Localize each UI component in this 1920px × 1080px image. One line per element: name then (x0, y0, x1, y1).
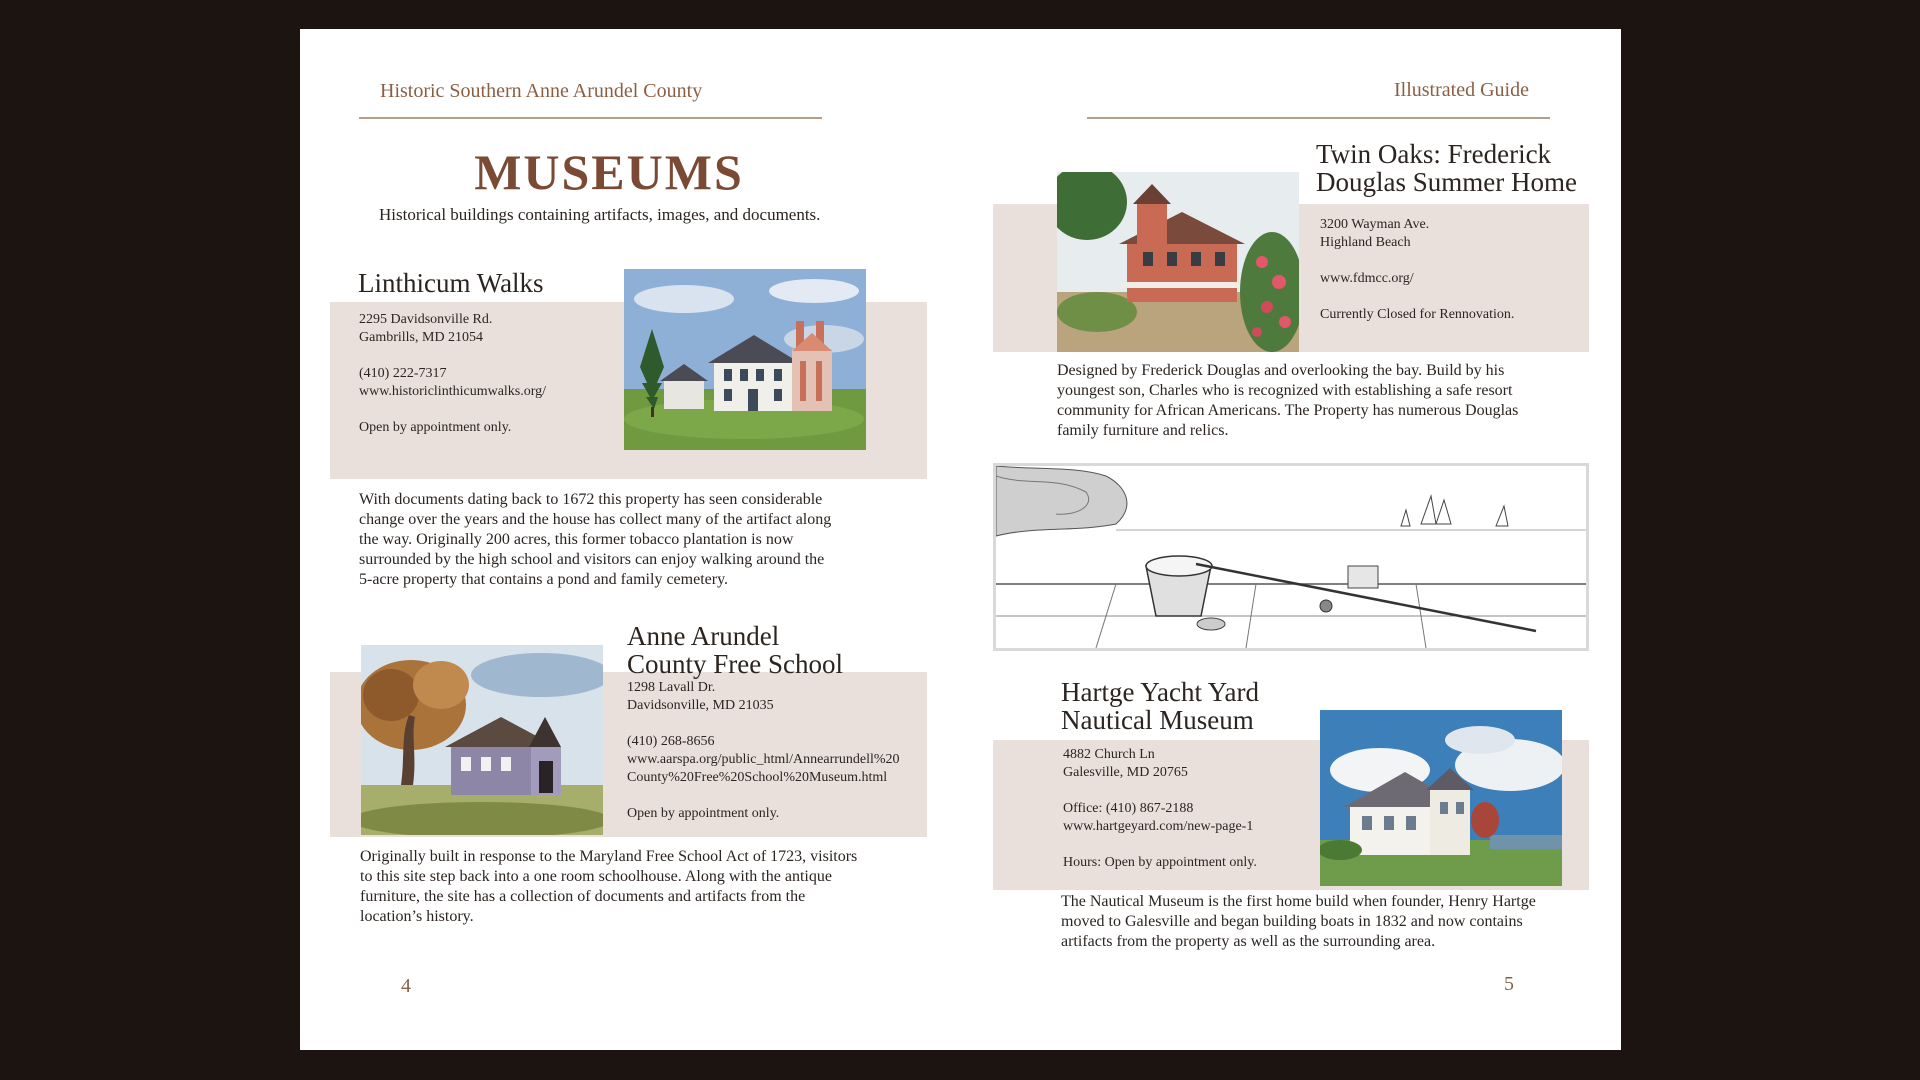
linthicum-hours: Open by appointment only. (359, 420, 512, 435)
page-number-right: 5 (1504, 973, 1514, 995)
school-address-line1: 1298 Lavall Dr. (627, 680, 716, 695)
school-description-line: to this site step back into a one room schoolhouse. Along with the antique (360, 868, 832, 885)
school-title-line2: County Free School (627, 649, 843, 679)
twinoaks-address-line1: 3200 Wayman Ave. (1320, 217, 1430, 232)
twinoaks-house-illustration (1057, 172, 1299, 352)
twinoaks-status: Currently Closed for Rennovation. (1320, 307, 1515, 322)
linthicum-website[interactable]: www.historiclinthicumwalks.org/ (359, 384, 547, 399)
linthicum-title: Linthicum Walks (358, 268, 544, 298)
brochure-spread (300, 29, 1621, 1050)
school-phone: (410) 268-8656 (627, 734, 715, 749)
linthicum-description-line: 5-acre property that contains a pond and family cemetery. (359, 571, 729, 588)
twinoaks-description (1057, 361, 1577, 441)
header-rule-left (359, 117, 822, 119)
hartge-website[interactable]: www.hartgeyard.com/new-page-1 (1063, 819, 1254, 834)
school-description-line: location’s history. (360, 908, 474, 925)
twinoaks-description-line: family furniture and relics. (1057, 422, 1229, 439)
school-hours: Open by appointment only. (627, 806, 780, 821)
header-rule-right (1087, 117, 1550, 119)
hartge-title-line1: Hartge Yacht Yard (1061, 677, 1259, 707)
hartge-description-line: moved to Galesville and began building boats in 1832 and now contains (1061, 913, 1523, 930)
hartge-address-line2: Galesville, MD 20765 (1063, 765, 1188, 780)
school-website-line2[interactable]: County%20Free%20School%20Museum.html (627, 770, 888, 785)
twinoaks-address-line2: Highland Beach (1320, 235, 1411, 250)
hartge-info (1063, 746, 1323, 872)
page-number-left: 4 (401, 975, 411, 997)
header-left: Historic Southern Anne Arundel County (380, 80, 703, 102)
linthicum-description-line: the way. Originally 200 acres, this former tobacco plantation is now (359, 531, 794, 548)
linthicum-address-line1: 2295 Davidsonville Rd. (359, 312, 493, 327)
header-right: Illustrated Guide (1394, 79, 1529, 101)
linthicum-address-line2: Gambrills, MD 21054 (359, 330, 484, 345)
twinoaks-description-line: Designed by Frederick Douglas and overlooking the bay. Build by his (1057, 362, 1505, 379)
school-description (360, 847, 900, 927)
hartge-description (1061, 892, 1581, 952)
twinoaks-title-line1: Twin Oaks: Frederick (1316, 139, 1552, 169)
linthicum-info (359, 311, 619, 437)
linthicum-description-line: surrounded by the high school and visitors can enjoy walking around the (359, 551, 825, 568)
section-title: MUSEUMS (474, 144, 744, 200)
linthicum-description (359, 490, 879, 590)
hartge-description-line: The Nautical Museum is the first home build when founder, Henry Hartge (1061, 893, 1536, 910)
school-info (627, 679, 927, 823)
hartge-title (1061, 678, 1259, 734)
school-title-line1: Anne Arundel (627, 621, 780, 651)
dock-sketch-illustration (993, 463, 1589, 651)
linthicum-house-illustration (624, 269, 866, 450)
twinoaks-description-line: youngest son, Charles who is recognized with establishing a safe resort (1057, 382, 1513, 399)
twinoaks-website[interactable]: www.fdmcc.org/ (1320, 271, 1414, 286)
hartge-phone: Office: (410) 867-2188 (1063, 801, 1194, 816)
hartge-house-illustration (1320, 710, 1562, 886)
twinoaks-title-line2: Douglas Summer Home (1316, 167, 1577, 197)
linthicum-description-line: change over the years and the house has collect many of the artifact along (359, 511, 832, 528)
school-website-line1[interactable]: www.aarspa.org/public_html/Annearrundell%20 (627, 752, 900, 767)
twinoaks-description-line: community for African Americans. The Property has numerous Douglas (1057, 402, 1519, 419)
school-title (627, 622, 843, 678)
hartge-title-line2: Nautical Museum (1061, 705, 1254, 735)
schoolhouse-illustration (361, 645, 603, 835)
linthicum-description-line: With documents dating back to 1672 this property has seen considerable (359, 491, 823, 508)
section-subtitle: Historical buildings containing artifacts, images, and documents. (379, 205, 821, 224)
school-address-line2: Davidsonville, MD 21035 (627, 698, 774, 713)
twinoaks-title (1316, 140, 1577, 196)
hartge-address-line1: 4882 Church Ln (1063, 747, 1155, 762)
hartge-hours: Hours: Open by appointment only. (1063, 855, 1257, 870)
linthicum-phone: (410) 222-7317 (359, 366, 447, 381)
school-description-line: furniture, the site has a collection of documents and artifacts from the (360, 888, 806, 905)
twinoaks-info (1320, 216, 1580, 324)
school-description-line: Originally built in response to the Maryland Free School Act of 1723, visitors (360, 848, 858, 865)
hartge-description-line: artifacts from the property as well as the surrounding area. (1061, 933, 1436, 950)
